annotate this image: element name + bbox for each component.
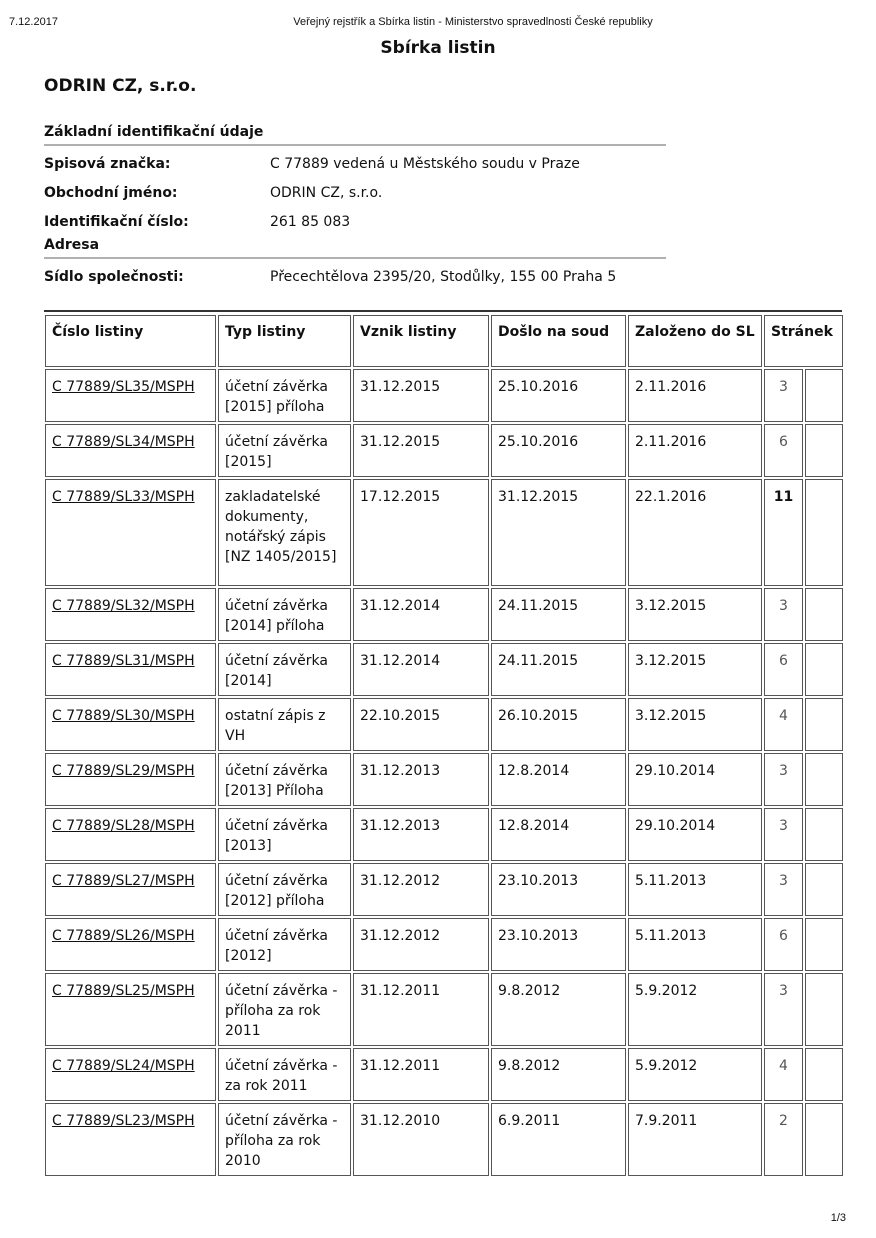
info-value: 261 85 083	[270, 213, 351, 230]
identification-block	[44, 124, 666, 291]
received-date: 25.10.2016	[491, 369, 626, 422]
document-number-cell	[45, 643, 216, 696]
received-date: 24.11.2015	[491, 643, 626, 696]
received-date: 6.9.2011	[491, 1103, 626, 1176]
empty-cell	[805, 1048, 843, 1101]
empty-cell	[805, 753, 843, 806]
document-type: ostatní zápis z VH	[218, 698, 351, 751]
document-type: účetní závěrka [2014]	[218, 643, 351, 696]
table-row	[45, 1103, 843, 1176]
created-date: 31.12.2013	[353, 808, 489, 861]
document-number-link[interactable]: C 77889/SL26/MSPH	[52, 928, 195, 944]
info-label: Sídlo společnosti:	[44, 268, 184, 285]
table-row	[45, 808, 843, 861]
page-count: 6	[764, 918, 803, 971]
document-number-link[interactable]: C 77889/SL28/MSPH	[52, 818, 195, 834]
document-number-cell	[45, 863, 216, 916]
document-type: účetní závěrka -příloha za rok 2011	[218, 973, 351, 1046]
document-number-cell	[45, 808, 216, 861]
document-type: účetní závěrka [2015]	[218, 424, 351, 477]
created-date: 31.12.2015	[353, 369, 489, 422]
column-header-pages: Stránek	[764, 315, 843, 367]
empty-cell	[805, 424, 843, 477]
table-row	[45, 753, 843, 806]
filed-date: 3.12.2015	[628, 588, 762, 641]
filed-date: 22.1.2016	[628, 479, 762, 586]
document-number-cell	[45, 973, 216, 1046]
column-header-created: Vznik listiny	[353, 315, 489, 367]
document-number-link[interactable]: C 77889/SL34/MSPH	[52, 434, 195, 450]
filed-date: 5.11.2013	[628, 863, 762, 916]
page-count: 3	[764, 863, 803, 916]
table-row	[45, 863, 843, 916]
table-row	[45, 424, 843, 477]
info-value: C 77889 vedená u Městského soudu v Praze	[270, 155, 580, 172]
received-date: 12.8.2014	[491, 753, 626, 806]
page-count: 3	[764, 588, 803, 641]
document-number-link[interactable]: C 77889/SL30/MSPH	[52, 708, 195, 724]
info-label: Obchodní jméno:	[44, 184, 178, 201]
filed-date: 5.9.2012	[628, 1048, 762, 1101]
received-date: 23.10.2013	[491, 918, 626, 971]
table-top-rule	[44, 310, 842, 312]
document-number-link[interactable]: C 77889/SL35/MSPH	[52, 379, 195, 395]
created-date: 31.12.2011	[353, 1048, 489, 1101]
page-count: 2	[764, 1103, 803, 1176]
page-count: 3	[764, 808, 803, 861]
document-number-link[interactable]: C 77889/SL23/MSPH	[52, 1113, 195, 1129]
filed-date: 29.10.2014	[628, 753, 762, 806]
received-date: 24.11.2015	[491, 588, 626, 641]
empty-cell	[805, 588, 843, 641]
document-type: zakladatelské dokumenty, notářský zápis [NZ 1405/2015]	[218, 479, 351, 586]
page-number: 1/3	[830, 1212, 846, 1224]
page-count: 6	[764, 424, 803, 477]
created-date: 31.12.2014	[353, 588, 489, 641]
document-type: účetní závěrka [2013] Příloha	[218, 753, 351, 806]
document-number-cell	[45, 918, 216, 971]
section-title-address: Adresa	[44, 237, 666, 259]
section-title-identification: Základní identifikační údaje	[44, 124, 666, 146]
page-count: 11	[764, 479, 803, 586]
print-header-source: Veřejný rejstřík a Sbírka listin - Ministerstvo spravedlnosti České republiky	[293, 16, 653, 28]
empty-cell	[805, 973, 843, 1046]
info-row-id	[44, 207, 666, 236]
document-type: účetní závěrka [2012]	[218, 918, 351, 971]
column-header-type: Typ listiny	[218, 315, 351, 367]
document-number-link[interactable]: C 77889/SL25/MSPH	[52, 983, 195, 999]
empty-cell	[805, 918, 843, 971]
table-header-row	[45, 315, 843, 367]
info-label: Identifikační číslo:	[44, 213, 189, 230]
empty-cell	[805, 643, 843, 696]
empty-cell	[805, 808, 843, 861]
table-row	[45, 588, 843, 641]
info-row-file-no	[44, 149, 666, 178]
received-date: 31.12.2015	[491, 479, 626, 586]
column-header-received: Došlo na soud	[491, 315, 626, 367]
page-count: 4	[764, 698, 803, 751]
document-type: účetní závěrka [2014] příloha	[218, 588, 351, 641]
empty-cell	[805, 863, 843, 916]
table-row	[45, 973, 843, 1046]
received-date: 9.8.2012	[491, 973, 626, 1046]
document-type: účetní závěrka [2015] příloha	[218, 369, 351, 422]
filed-date: 2.11.2016	[628, 369, 762, 422]
column-header-number: Číslo listiny	[45, 315, 216, 367]
document-number-cell	[45, 479, 216, 586]
filed-date: 3.12.2015	[628, 643, 762, 696]
received-date: 23.10.2013	[491, 863, 626, 916]
empty-cell	[805, 698, 843, 751]
table-row	[45, 1048, 843, 1101]
created-date: 22.10.2015	[353, 698, 489, 751]
document-type: účetní závěrka -příloha za rok 2010	[218, 1103, 351, 1176]
document-number-cell	[45, 1103, 216, 1176]
info-label: Spisová značka:	[44, 155, 171, 172]
received-date: 9.8.2012	[491, 1048, 626, 1101]
filed-date: 2.11.2016	[628, 424, 762, 477]
empty-cell	[805, 479, 843, 586]
filed-date: 3.12.2015	[628, 698, 762, 751]
created-date: 31.12.2012	[353, 918, 489, 971]
document-number-cell	[45, 1048, 216, 1101]
table-row	[45, 479, 843, 586]
document-number-link[interactable]: C 77889/SL33/MSPH	[52, 489, 195, 505]
created-date: 31.12.2014	[353, 643, 489, 696]
document-type: účetní závěrka [2012] příloha	[218, 863, 351, 916]
document-number-cell	[45, 369, 216, 422]
empty-cell	[805, 1103, 843, 1176]
page-count: 6	[764, 643, 803, 696]
info-row-seat	[44, 262, 666, 291]
company-name: ODRIN CZ, s.r.o.	[44, 76, 197, 96]
received-date: 25.10.2016	[491, 424, 626, 477]
page-count: 3	[764, 973, 803, 1046]
document-number-cell	[45, 424, 216, 477]
table-row	[45, 369, 843, 422]
received-date: 12.8.2014	[491, 808, 626, 861]
document-number-cell	[45, 588, 216, 641]
filed-date: 5.9.2012	[628, 973, 762, 1046]
page-count: 3	[764, 753, 803, 806]
document-number-link[interactable]: C 77889/SL32/MSPH	[52, 598, 195, 614]
page-count: 4	[764, 1048, 803, 1101]
table-row	[45, 643, 843, 696]
document-number-link[interactable]: C 77889/SL29/MSPH	[52, 763, 195, 779]
created-date: 31.12.2012	[353, 863, 489, 916]
created-date: 31.12.2011	[353, 973, 489, 1046]
print-date: 7.12.2017	[9, 16, 58, 28]
created-date: 17.12.2015	[353, 479, 489, 586]
filed-date: 5.11.2013	[628, 918, 762, 971]
created-date: 31.12.2015	[353, 424, 489, 477]
document-number-link[interactable]: C 77889/SL24/MSPH	[52, 1058, 195, 1074]
created-date: 31.12.2013	[353, 753, 489, 806]
filed-date: 7.9.2011	[628, 1103, 762, 1176]
received-date: 26.10.2015	[491, 698, 626, 751]
table-row	[45, 698, 843, 751]
info-value: ODRIN CZ, s.r.o.	[270, 184, 383, 201]
document-number-cell	[45, 698, 216, 751]
document-type: účetní závěrka -za rok 2011	[218, 1048, 351, 1101]
filed-date: 29.10.2014	[628, 808, 762, 861]
documents-table	[43, 313, 845, 1178]
page-title: Sbírka listin	[380, 38, 496, 58]
document-number-cell	[45, 753, 216, 806]
info-value: Přecechtělova 2395/20, Stodůlky, 155 00 Praha 5	[270, 268, 617, 285]
document-type: účetní závěrka [2013]	[218, 808, 351, 861]
empty-cell	[805, 369, 843, 422]
created-date: 31.12.2010	[353, 1103, 489, 1176]
page-count: 3	[764, 369, 803, 422]
table-row	[45, 918, 843, 971]
document-number-link[interactable]: C 77889/SL31/MSPH	[52, 653, 195, 669]
document-number-link[interactable]: C 77889/SL27/MSPH	[52, 873, 195, 889]
info-row-name	[44, 178, 666, 207]
column-header-filed: Založeno do SL	[628, 315, 762, 367]
